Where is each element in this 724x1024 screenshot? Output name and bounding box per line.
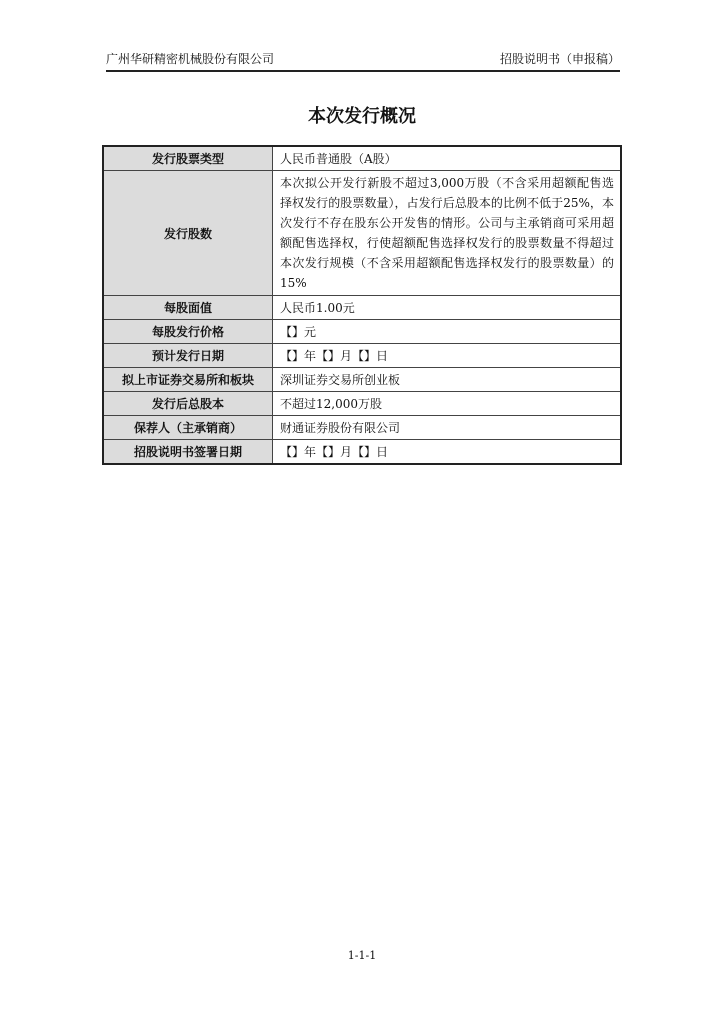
table-row	[103, 440, 621, 465]
table-row	[103, 146, 621, 171]
row-value-par-value: 人民币1.00元	[273, 296, 622, 320]
table-row	[103, 171, 621, 296]
row-label-total-shares: 发行后总股本	[103, 392, 273, 416]
table-row	[103, 368, 621, 392]
table-row	[103, 296, 621, 320]
row-label-par-value: 每股面值	[103, 296, 273, 320]
row-label-exchange-board: 拟上市证券交易所和板块	[103, 368, 273, 392]
row-label-sponsor: 保荐人（主承销商）	[103, 416, 273, 440]
row-value-stock-type: 人民币普通股（A股）	[273, 146, 622, 171]
table-row	[103, 344, 621, 368]
row-label-signing-date: 招股说明书签署日期	[103, 440, 273, 465]
row-label-issue-date: 预计发行日期	[103, 344, 273, 368]
header-divider	[106, 70, 620, 72]
table-row	[103, 320, 621, 344]
row-value-exchange-board: 深圳证券交易所创业板	[273, 368, 622, 392]
page-title: 本次发行概况	[308, 106, 416, 127]
row-label-issue-price: 每股发行价格	[103, 320, 273, 344]
header-document-type: 招股说明书（申报稿）	[499, 52, 620, 66]
page-header	[106, 50, 620, 68]
row-label-share-count: 发行股数	[103, 171, 273, 296]
row-value-sponsor: 财通证券股份有限公司	[273, 416, 622, 440]
row-value-total-shares: 不超过12,000万股	[273, 392, 622, 416]
table-row	[103, 392, 621, 416]
table-row	[103, 416, 621, 440]
row-value-share-count: 本次拟公开发行新股不超过3,000万股（不含采用超额配售选择权发行的股票数量），占发行后总股本的比例不低于25%，本次发行不存在股东公开发售的情形。公司与主承销商可采用超额配售选择权，行使超额配售选择权发行的股票数量不得超过本次发行规模（不含采用超额配售选择权发行的股票数量）的15%	[273, 171, 622, 296]
row-label-stock-type: 发行股票类型	[103, 146, 273, 171]
offering-overview-table	[102, 145, 622, 465]
row-value-issue-date: 【】年【】月【】日	[273, 344, 622, 368]
page-number: 1-1-1	[347, 949, 377, 962]
row-value-issue-price: 【】元	[273, 320, 622, 344]
row-value-signing-date: 【】年【】月【】日	[273, 440, 622, 465]
header-company-name: 广州华研精密机械股份有限公司	[106, 52, 275, 66]
